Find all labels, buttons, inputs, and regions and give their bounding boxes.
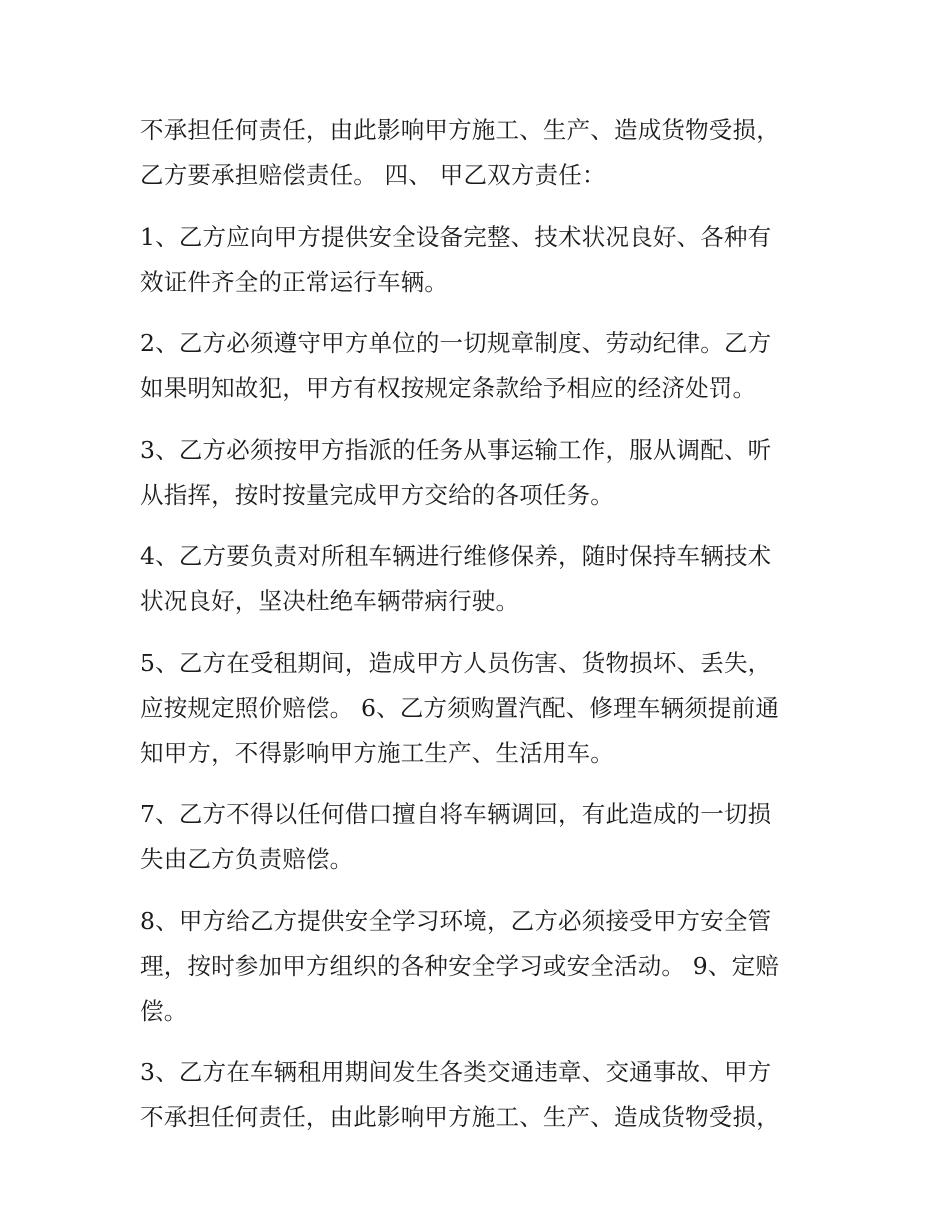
text-line: 如果明知故犯，甲方有权按规定条款给予相应的经济处罚。 — [140, 374, 757, 402]
paragraph-clause-4 — [140, 534, 810, 624]
text-line: 失由乙方负责赔偿。 — [140, 845, 354, 873]
paragraph-clause-7 — [140, 792, 810, 882]
paragraph-clause-3 — [140, 428, 810, 518]
text-line: 4、乙方要负责对所租车辆进行维修保养，随时保持车辆技术 — [140, 542, 772, 570]
text-line: 3、乙方必须按甲方指派的任务从事运输工作，服从调配、听 — [140, 435, 772, 464]
text-line: 应按规定照价赔偿。 6、乙方须购置汽配、修理车辆须提前通 — [140, 693, 780, 722]
text-line: 不承担任何责任，由此影响甲方施工、生产、造成货物受损， — [140, 1103, 780, 1131]
text-line: 5、乙方在受租期间，造成甲方人员伤害、货物损坏、丢失， — [140, 648, 772, 677]
text-line: 偿。 — [140, 996, 188, 1025]
text-line: 理，按时参加甲方组织的各种安全学习或安全活动。 9、定赔 — [140, 951, 780, 980]
text-line: 8、甲方给乙方提供安全学习环境，乙方必须接受甲方安全管 — [140, 906, 772, 935]
paragraph-clause-1 — [140, 215, 810, 305]
text-line: 乙方要承担赔偿责任。 四、 甲乙双方责任： — [140, 161, 606, 189]
paragraph-continuation — [140, 108, 810, 198]
text-line: 3、乙方在车辆租用期间发生各类交通违章、交通事故、甲方 — [140, 1058, 772, 1086]
text-line: 7、乙方不得以任何借口擅自将车辆调回，有此造成的一切损 — [140, 800, 772, 828]
text-line: 知甲方，不得影响甲方施工生产、生活用车。 — [140, 738, 614, 767]
text-line: 1、乙方应向甲方提供安全设备完整、技术状况良好、各种有 — [140, 222, 772, 251]
paragraph-clause-3b — [140, 1050, 810, 1140]
text-line: 效证件齐全的正常运行车辆。 — [140, 267, 449, 296]
document-page — [140, 108, 810, 1140]
text-line: 状况良好，坚决杜绝车辆带病行驶。 — [140, 587, 520, 615]
paragraph-clause-8 — [140, 899, 810, 1034]
text-line: 2、乙方必须遵守甲方单位的一切规章制度、劳动纪律。乙方 — [140, 329, 772, 357]
paragraph-clause-5 — [140, 641, 810, 776]
text-line: 不承担任何责任，由此影响甲方施工、生产、造成货物受损， — [140, 116, 780, 144]
paragraph-clause-2 — [140, 321, 810, 411]
text-line: 从指挥，按时按量完成甲方交给的各项任务。 — [140, 480, 614, 509]
